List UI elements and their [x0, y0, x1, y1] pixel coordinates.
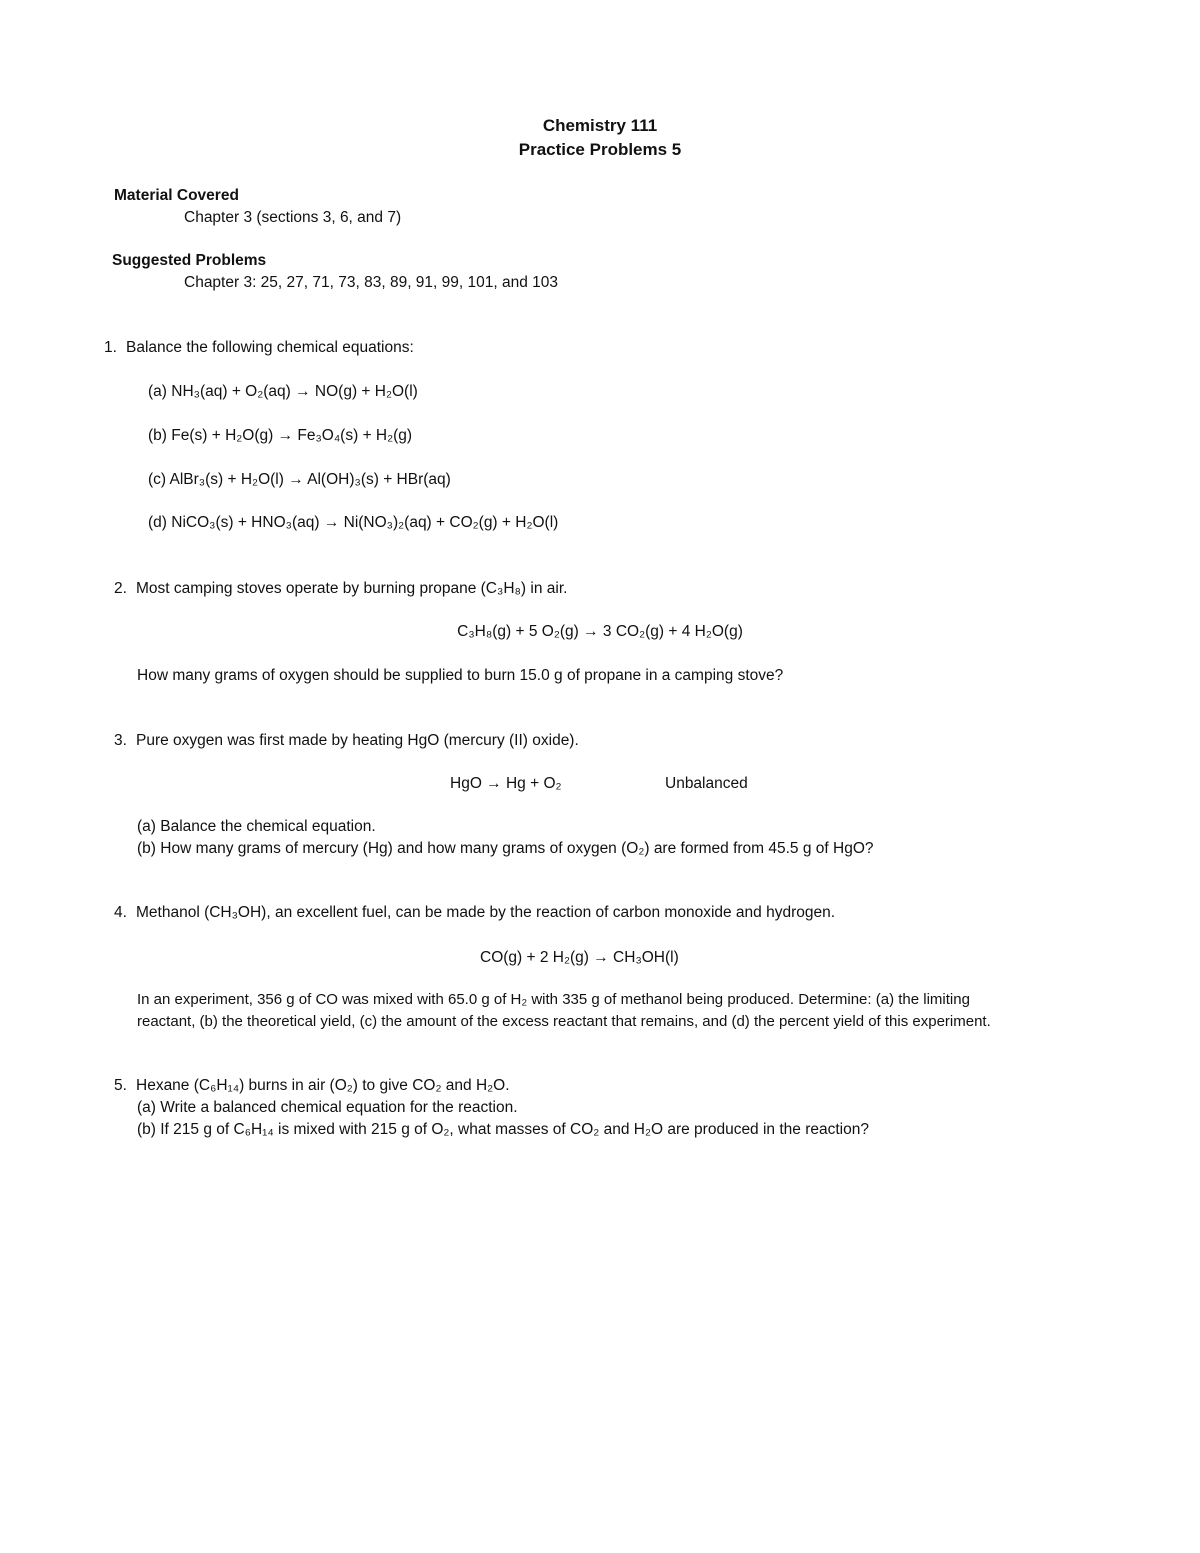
problem-5-part-a: (a) Write a balanced chemical equation for the reaction.	[137, 1099, 518, 1116]
equation-4: CO(g) + 2 H₂(g) → CH₃OH(l)	[480, 949, 679, 966]
equation-1b: (b) Fe(s) + H₂O(g) → Fe₃O₄(s) + H₂(g)	[148, 427, 413, 444]
suggested-problems-heading: Suggested Problems	[112, 252, 267, 269]
problem-4-question-line-2: reactant, (b) the theoretical yield, (c) the amount of the excess reactant that remains, and (d) the percent yield of this experiment.	[137, 1013, 991, 1030]
problem-5-part-b: (b) If 215 g of C₆H₁₄ is mixed with 215 g of O₂, what masses of CO₂ and H₂O are produced in the reaction?	[137, 1121, 869, 1138]
prompt-text: Hexane (C₆H₁₄) burns in air (O₂) to give CO₂ and H₂O.	[136, 1077, 510, 1094]
problem-number: 1.	[104, 339, 117, 356]
problem-number: 3.	[114, 732, 127, 749]
prompt-text: Methanol (CH₃OH), an excellent fuel, can be made by the reaction of carbon monoxide and hydrogen.	[136, 904, 836, 921]
problem-1-prompt	[104, 339, 414, 358]
problem-5-prompt	[114, 1077, 510, 1096]
problem-4-prompt	[114, 904, 835, 923]
problem-number: 4.	[114, 904, 127, 921]
problem-2-prompt	[114, 580, 567, 599]
prompt-text: Most camping stoves operate by burning propane (C₃H₈) in air.	[136, 580, 568, 597]
equation-3-note: Unbalanced	[665, 775, 748, 792]
prompt-text: Balance the following chemical equations:	[126, 339, 414, 356]
material-covered-heading: Material Covered	[114, 187, 239, 204]
material-covered-text: Chapter 3 (sections 3, 6, and 7)	[184, 209, 402, 226]
problem-number: 5.	[114, 1077, 127, 1094]
problem-3-part-b: (b) How many grams of mercury (Hg) and how many grams of oxygen (O₂) are formed from 45.5 g of HgO?	[137, 840, 874, 857]
equation-1c: (c) AlBr₃(s) + H₂O(l) → Al(OH)₃(s) + HBr(aq)	[148, 471, 451, 488]
page-title: Chemistry 111	[542, 116, 658, 135]
equation-1a: (a) NH₃(aq) + O₂(aq) → NO(g) + H₂O(l)	[148, 383, 418, 400]
page-subtitle: Practice Problems 5	[518, 140, 682, 159]
problem-2-question: How many grams of oxygen should be supplied to burn 15.0 g of propane in a camping stove?	[137, 667, 784, 684]
problem-number: 2.	[114, 580, 127, 597]
equation-1d: (d) NiCO₃(s) + HNO₃(aq) → Ni(NO₃)₂(aq) + CO₂(g) + H₂O(l)	[148, 514, 559, 531]
prompt-text: Pure oxygen was first made by heating HgO (mercury (II) oxide).	[136, 732, 579, 749]
equation-3: HgO → Hg + O₂	[450, 775, 562, 792]
suggested-problems-text: Chapter 3: 25, 27, 71, 73, 83, 89, 91, 99, 101, and 103	[184, 274, 559, 291]
problem-3-prompt	[114, 732, 579, 751]
problem-3-part-a: (a) Balance the chemical equation.	[137, 818, 376, 835]
problem-4-question-line-1: In an experiment, 356 g of CO was mixed with 65.0 g of H₂ with 335 g of methanol being produced. Determine: (a) the limiting	[137, 991, 970, 1008]
equation-2: C₃H₈(g) + 5 O₂(g) → 3 CO₂(g) + 4 H₂O(g)	[457, 623, 743, 640]
